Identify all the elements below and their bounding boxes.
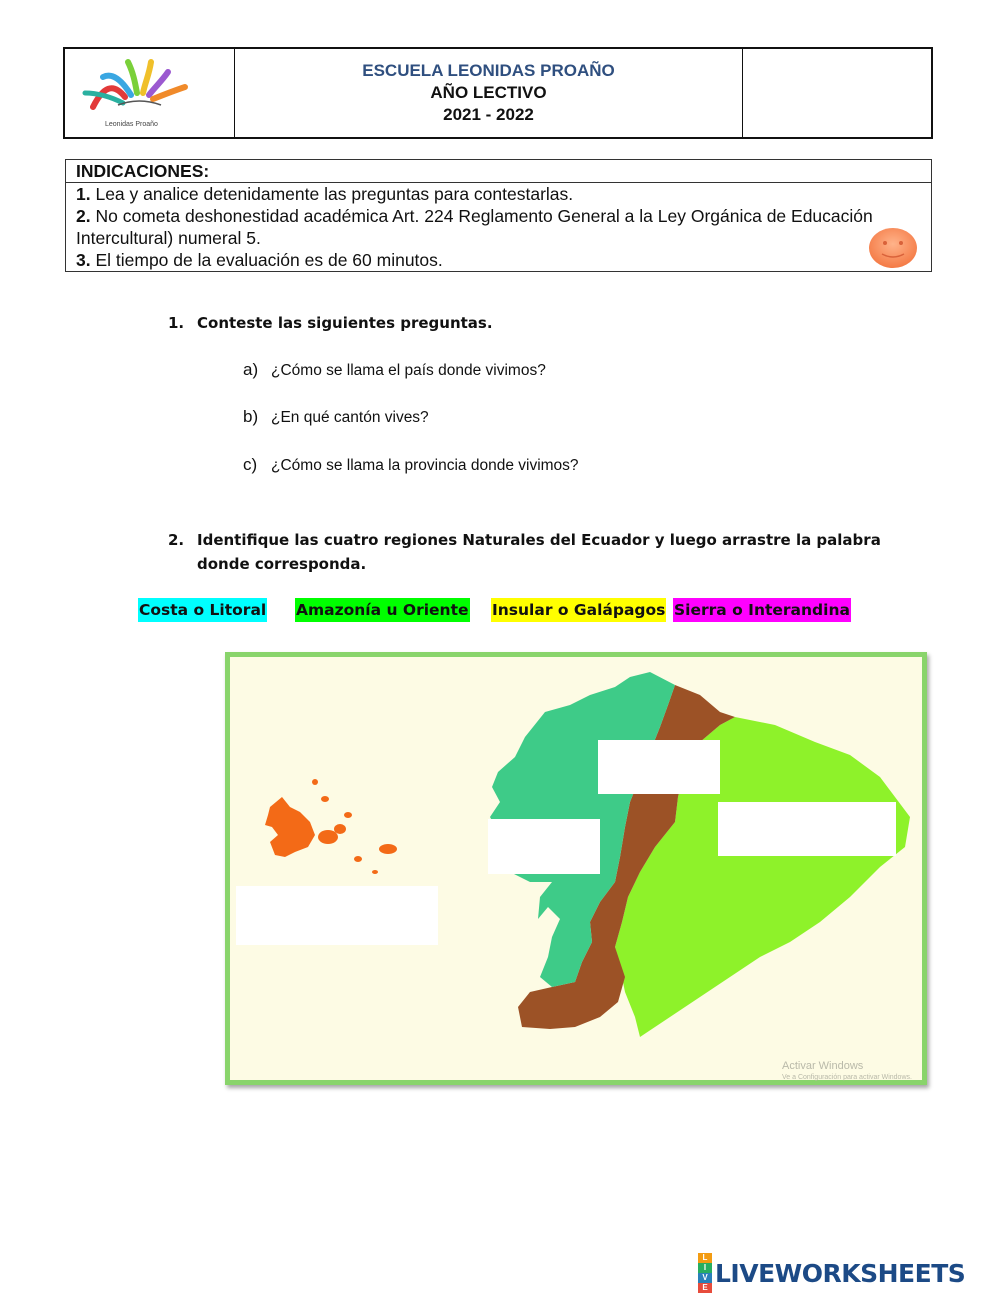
drop-zone-galapagos[interactable] (236, 886, 438, 945)
school-year: 2021 - 2022 (443, 105, 534, 124)
year-label: AÑO LECTIVO (430, 83, 547, 102)
badge-letter: E (698, 1283, 712, 1293)
school-logo-icon (73, 57, 223, 127)
badge-letter: L (698, 1253, 712, 1263)
indication-number: 3. (76, 250, 91, 270)
drop-zone-sierra[interactable] (598, 740, 720, 794)
header-title (235, 49, 743, 137)
liveworksheets-brand (698, 1253, 965, 1293)
sub-question-c (243, 455, 579, 475)
indications-box (65, 159, 932, 272)
windows-watermark (782, 1060, 912, 1084)
drag-word-costa[interactable]: Costa o Litoral (138, 598, 267, 622)
question-text-continued: donde corresponda. (197, 555, 367, 573)
indication-text: El tiempo de la evaluación es de 60 minutos. (90, 250, 443, 270)
drag-word-insular[interactable]: Insular o Galápagos (491, 598, 666, 622)
drop-zone-oriente[interactable] (718, 802, 896, 856)
indication-text: Lea y analice detenidamente las preguntas para contestarlas. (90, 184, 574, 204)
school-header (63, 47, 933, 139)
school-name: ESCUELA LEONIDAS PROAÑO (362, 61, 615, 80)
logo-cell (65, 49, 235, 137)
indication-number: 2. (76, 206, 91, 226)
galapagos-islands (265, 779, 397, 874)
indications-list (66, 183, 931, 271)
sub-question-b (243, 407, 429, 427)
badge-letter: I (698, 1263, 712, 1273)
sub-letter: a) (243, 360, 259, 379)
sub-text: ¿Cómo se llama el país donde vivimos? (271, 362, 546, 379)
badge-letter: V (698, 1273, 712, 1283)
drop-zone-costa[interactable] (488, 819, 600, 874)
indication-item (76, 249, 921, 271)
brand-text: LIVEWORKSHEETS (715, 1258, 966, 1288)
indication-text: No cometa deshonestidad académica Art. 224 Reglamento General a la Ley Orgánica de Educación Intercultural) numeral 5. (76, 206, 873, 248)
question-text: Identifique las cuatro regiones Naturales del Ecuador y luego arrastre la palabra (197, 531, 881, 549)
question-2 (168, 528, 888, 576)
indication-number: 1. (76, 184, 91, 204)
header-blank-cell (743, 49, 931, 137)
indications-title: INDICACIONES: (66, 160, 931, 183)
drag-word-amazonia[interactable]: Amazonía u Oriente (295, 598, 470, 622)
smiley-icon (868, 226, 918, 270)
ecuador-regions-map (225, 652, 927, 1085)
indication-item (76, 205, 876, 249)
question-number: 1. (168, 314, 185, 332)
brand-badge-icon (698, 1253, 712, 1293)
sub-text: ¿Cómo se llama la provincia donde vivimos? (271, 457, 579, 474)
indication-item (76, 183, 921, 205)
question-text: Conteste las siguientes preguntas. (197, 314, 493, 332)
watermark-line-1: Activar Windows (782, 1060, 864, 1072)
sub-text: ¿En qué cantón vives? (271, 409, 429, 426)
watermark-line-2: Ve a Configuración para activar Windows. (782, 1074, 912, 1081)
sub-letter: c) (243, 455, 258, 474)
sub-question-a (243, 360, 546, 380)
logo-caption: Leonidas Proaño (105, 121, 158, 128)
question-number: 2. (168, 531, 185, 549)
question-1 (168, 314, 493, 332)
sub-letter: b) (243, 407, 259, 426)
drag-word-sierra[interactable]: Sierra o Interandina (673, 598, 851, 622)
